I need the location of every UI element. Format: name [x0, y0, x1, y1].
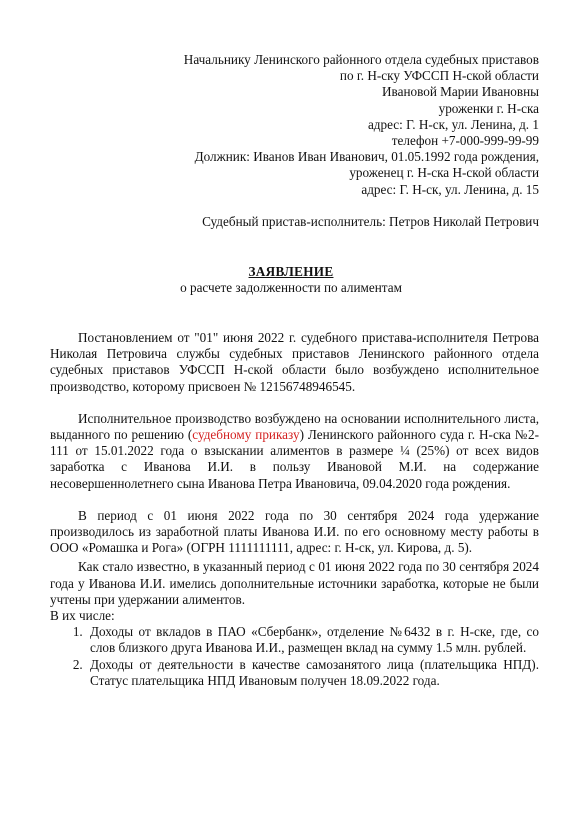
document-subtitle: о расчете задолженности по алиментам — [180, 280, 402, 296]
header-line: уроженец г. Н-ска Н-ской области — [349, 165, 539, 181]
highlighted-court-order: судебному приказу — [192, 427, 300, 443]
document-body — [50, 330, 539, 689]
list-intro: В их числе: — [50, 608, 115, 624]
header-line: телефон +7-000-999-99-99 — [391, 133, 539, 149]
header-line: Начальнику Ленинского районного отдела судебных приставов — [183, 52, 539, 67]
header-line: адрес: Г. Н-ск, ул. Ленина, д. 15 — [361, 181, 539, 197]
list-item: 1. Доходы от вкладов в ПАО «Сбербанк», отделение №6432 в г. Н-ске, где, со слов близкого друга Иванова И.И., размещен вклад на сумму 1.5 млн. рублей. — [86, 624, 539, 656]
addressee-block — [184, 52, 539, 230]
list-item: 2. Доходы от деятельности в качестве самозанятого лица (плательщика НПД). Статус плательщика НПД Ивановым получен 18.09.2022 года. — [86, 657, 539, 689]
header-line: адрес: Г. Н-ск, ул. Ленина, д. 1 — [367, 116, 539, 132]
header-line: уроженки г. Н-ска — [438, 100, 539, 116]
bailiff-line: Судебный пристав-исполнитель: Петров Николай Петрович — [202, 213, 539, 229]
header-line: Должник: Иванов Иван Иванович, 01.05.1992 года рождения, — [194, 149, 539, 165]
paragraph-writ-start: Исполнительное производство возбуждено на основании исполнительного листа, выданного по решению ( — [50, 410, 539, 443]
document-title-block — [0, 264, 582, 296]
paragraph-writ-end: ) Ленинского районного суда г. Н-ска №2-111 от 15.01.2022 года о взыскании алиментов в размере ¼ (25%) от всех видов заработка с Иванова И.И. в пользу Ивановой М.И. на содержание несовершеннолетнего сына Иванова Петра Ивановича, 09.04.2020 года рождения. — [50, 427, 539, 491]
paragraph-resolution: Постановлением от "01" июня 2022 г. судебного пристава-исполнителя Петрова Николая Петровича службы судебных приставов Ленинского районного отдела судебных приставов УФССП Н-ской области было возбуждено исполнительное производство, которому присвоен № 12156748946545. — [50, 330, 539, 394]
document-title: ЗАЯВЛЕНИЕ — [248, 264, 334, 279]
header-spacer — [184, 198, 539, 214]
header-line: Ивановой Марии Ивановны — [382, 84, 539, 100]
paragraph-deductions: В период с 01 июня 2022 года по 30 сентября 2024 года удержание производилось из заработной платы Иванова И.И. по его основному месту работы в ООО «Ромашка и Рога» (ОГРН 1111111111, адрес: г. Н-ск, ул. Кирова, д. 5). — [50, 507, 539, 556]
income-sources-list — [50, 624, 539, 689]
header-line: по г. Н-ску УФССП Н-ской области — [339, 68, 539, 84]
paragraph-writ — [50, 411, 539, 492]
paragraph-additional-income: Как стало известно, в указанный период с 01 июня 2022 года по 30 сентября 2024 года у Иванова И.И. имелись дополнительные источники заработка, которые не были учтены при удержании алиментов. — [50, 559, 539, 607]
